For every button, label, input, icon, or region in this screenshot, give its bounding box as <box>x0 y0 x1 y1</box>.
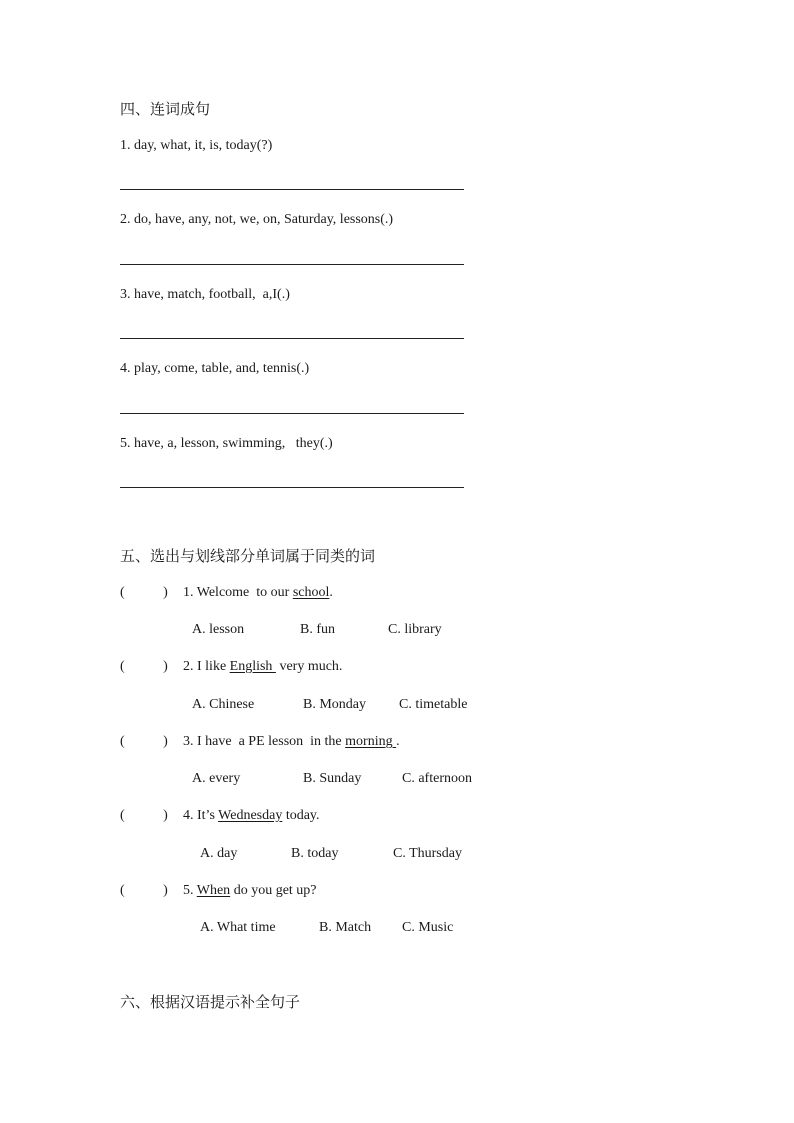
option-c[interactable]: C. timetable <box>399 697 468 712</box>
section-4-heading: 四、连词成句 <box>120 100 211 118</box>
answer-paren-3[interactable]: ( ) <box>120 734 168 749</box>
answer-paren-5[interactable]: ( ) <box>120 883 168 898</box>
answer-line-1[interactable] <box>120 189 464 190</box>
answer-line-2[interactable] <box>120 264 464 265</box>
question-5 <box>183 883 317 899</box>
answer-paren-2[interactable]: ( ) <box>120 659 168 674</box>
option-c[interactable]: C. Thursday <box>393 846 462 861</box>
question-3 <box>183 734 400 750</box>
option-b[interactable]: B. Sunday <box>303 771 362 786</box>
option-a[interactable]: A. What time <box>200 920 276 935</box>
question-1 <box>183 585 333 601</box>
underlined-word: morning <box>345 734 397 749</box>
option-c[interactable]: C. library <box>388 622 442 637</box>
section-4-item-3: 3. have, match, football, a,I(.) <box>120 287 290 302</box>
option-c[interactable]: C. Music <box>402 920 454 935</box>
option-b[interactable]: B. Monday <box>303 697 366 712</box>
section-4-item-4: 4. play, come, table, and, tennis(.) <box>120 361 310 376</box>
question-text: 2. I like <box>183 659 230 674</box>
option-a[interactable]: A. Chinese <box>192 697 255 712</box>
underlined-word: Wednesday <box>218 808 283 823</box>
option-b[interactable]: B. today <box>291 846 339 861</box>
section-5-heading: 五、选出与划线部分单词属于同类的词 <box>120 547 376 565</box>
question-text: very much. <box>275 659 343 674</box>
underlined-word: school <box>292 585 330 600</box>
underlined-word: When <box>196 883 231 898</box>
question-text: . <box>329 585 333 600</box>
answer-line-4[interactable] <box>120 413 464 414</box>
option-b[interactable]: B. fun <box>300 622 335 637</box>
section-4-item-2: 2. do, have, any, not, we, on, Saturday, lessons(.) <box>120 212 394 227</box>
question-text: 5. <box>183 883 197 898</box>
section-4-item-1: 1. day, what, it, is, today(?) <box>120 138 273 153</box>
option-a[interactable]: A. lesson <box>192 622 245 637</box>
answer-paren-4[interactable]: ( ) <box>120 808 168 823</box>
question-text: 1. Welcome to our <box>183 585 293 600</box>
question-2 <box>183 659 342 675</box>
question-text: do you get up? <box>230 883 317 898</box>
option-c[interactable]: C. afternoon <box>402 771 472 786</box>
answer-line-3[interactable] <box>120 338 464 339</box>
answer-line-5[interactable] <box>120 487 464 488</box>
question-text: 4. It’s <box>183 808 219 823</box>
question-text: . <box>396 734 400 749</box>
question-text: 3. I have a PE lesson in the <box>183 734 346 749</box>
option-a[interactable]: A. day <box>200 846 238 861</box>
question-4 <box>183 808 320 824</box>
option-a[interactable]: A. every <box>192 771 241 786</box>
option-b[interactable]: B. Match <box>319 920 372 935</box>
section-6-heading: 六、根据汉语提示补全句子 <box>120 993 301 1011</box>
section-4-item-5: 5. have, a, lesson, swimming, they(.) <box>120 436 333 451</box>
underlined-word: English <box>229 659 276 674</box>
answer-paren-1[interactable]: ( ) <box>120 585 168 600</box>
question-text: today. <box>282 808 320 823</box>
